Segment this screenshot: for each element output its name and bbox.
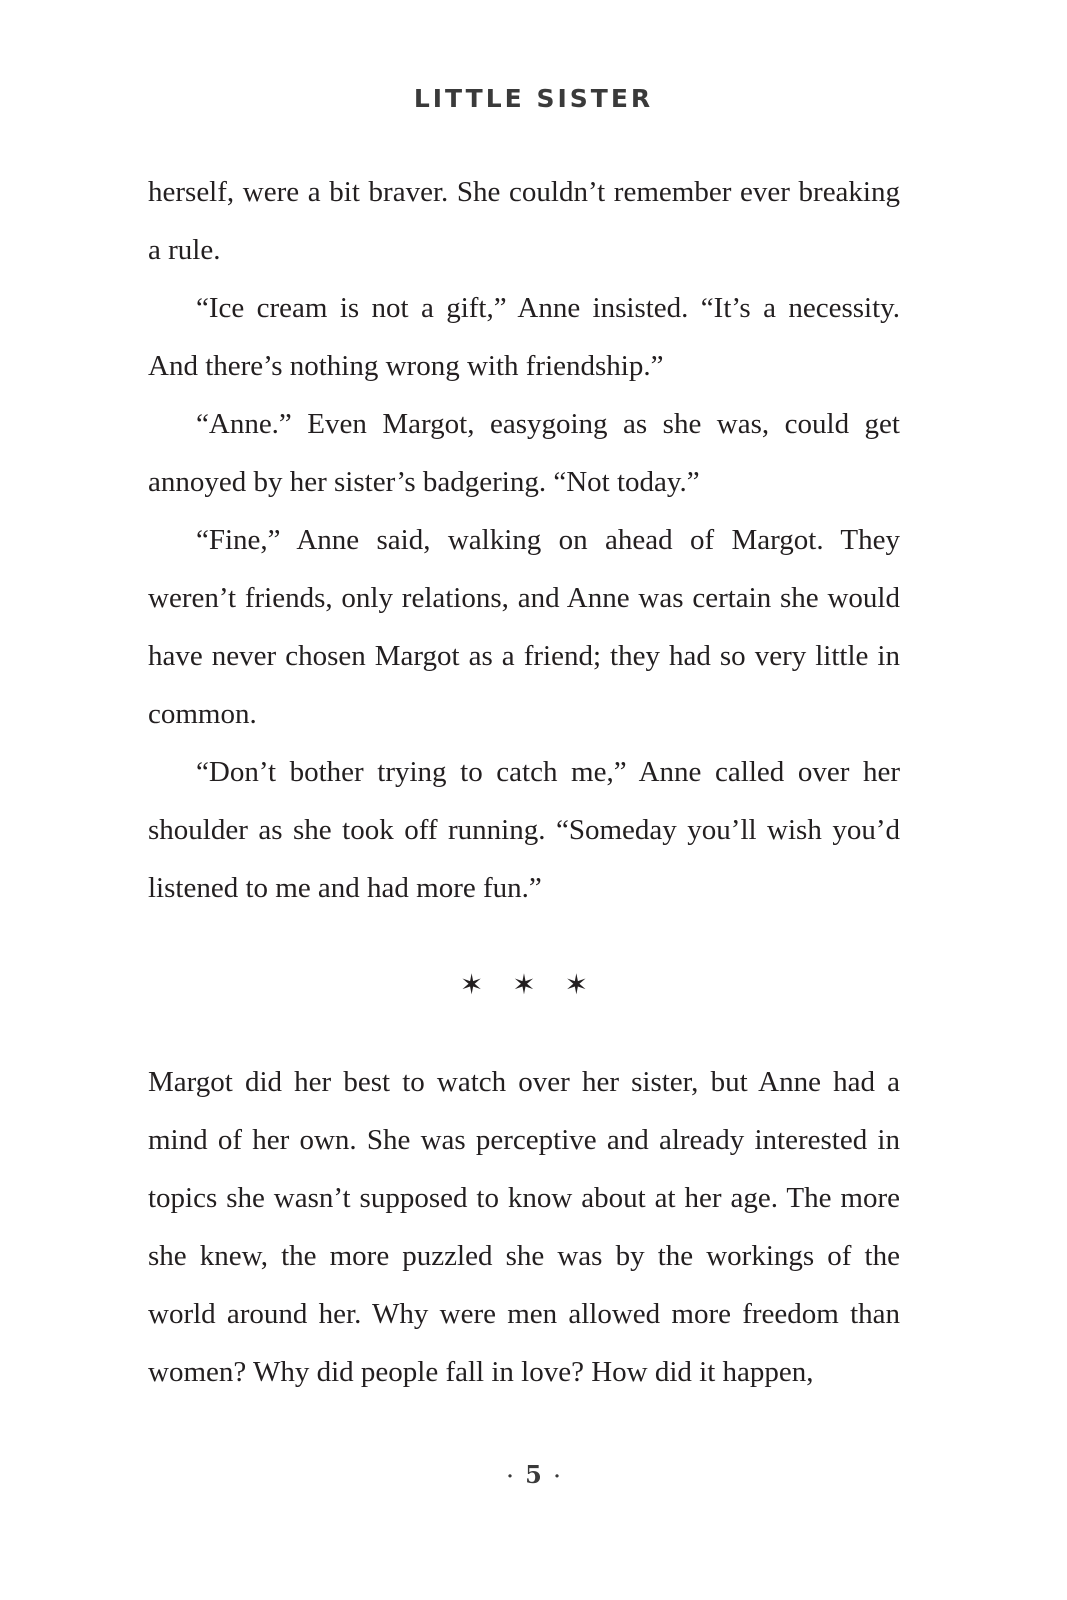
paragraph: “Fine,” Anne said, walking on ahead of Margot. They weren’t friends, only relations, and Anne was certain she would have never chosen Margot as a friend; they had so very little in common. [148, 524, 900, 730]
paragraph: herself, were a bit braver. She couldn’t remember ever breaking a rule. [148, 176, 900, 266]
body-text [148, 163, 900, 1401]
paragraph: “Anne.” Even Margot, easygoing as she was, could get annoyed by her sister’s badgering. “Not today.” [148, 408, 900, 498]
star-ornament-icon: ✶ [459, 968, 484, 1001]
star-ornament-icon: ✶ [564, 968, 589, 1001]
paragraph: “Don’t bother trying to catch me,” Anne called over her shoulder as she took off running. “Someday you’ll wish you’d listened to me and had more fun.” [148, 756, 900, 904]
paragraph: Margot did her best to watch over her sister, but Anne had a mind of her own. She was perceptive and already interested in topics she wasn’t supposed to know about at her age. The more she knew, the more puzzled she was by the workings of the world around her. Why were men allowed more freedom than women? Why did people fall in love? How did it happen, [148, 1066, 900, 1388]
star-ornament-icon: ✶ [512, 968, 536, 1001]
running-head: LITTLE SISTER [413, 84, 654, 113]
page-number [0, 1460, 1067, 1489]
paragraph: “Ice cream is not a gift,” Anne insisted. “It’s a necessity. And there’s nothing wrong with friendship.” [148, 292, 900, 382]
page-number-value: 5 [525, 1460, 542, 1489]
section-break [148, 945, 900, 1025]
folio-dot-icon: · [506, 1466, 514, 1487]
folio-dot-icon: · [553, 1466, 561, 1487]
